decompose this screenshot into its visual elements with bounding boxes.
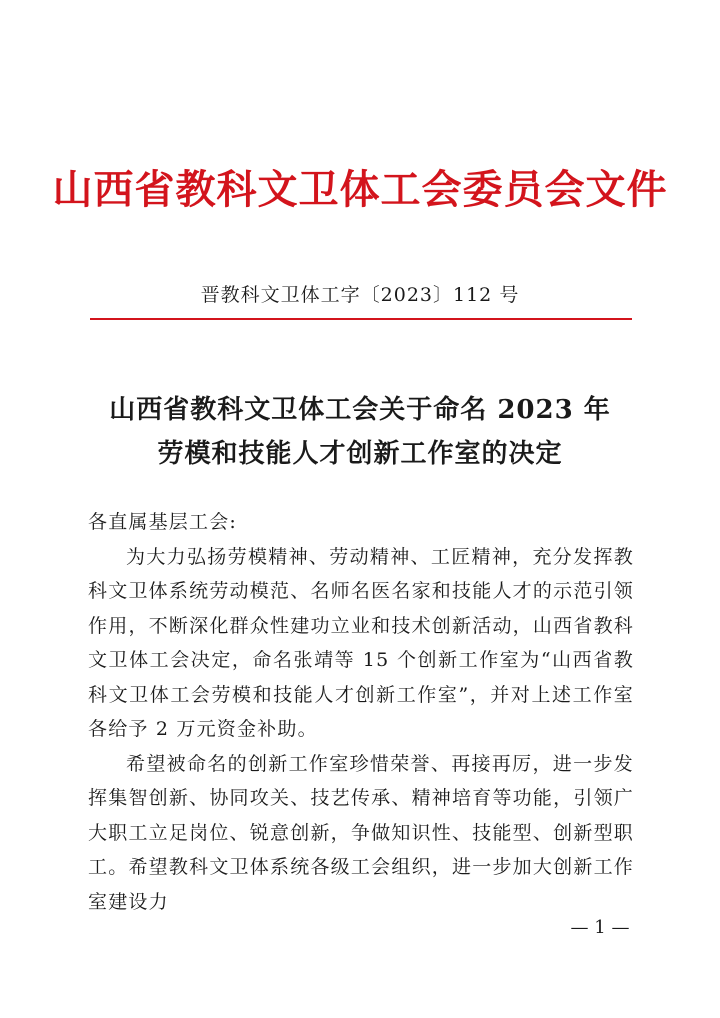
title-line-2: 劳模和技能人才创新工作室的决定 bbox=[157, 439, 563, 469]
masthead-title: 山西省教科文卫体工会委员会文件 bbox=[52, 166, 668, 213]
document-number: 晋教科文卫体工字〔2023〕112 号 bbox=[200, 284, 520, 306]
document-title bbox=[0, 388, 720, 476]
title-line-1: 山西省教科文卫体工会关于命名 2023 年 bbox=[109, 395, 611, 425]
page-number: — 1 — bbox=[570, 917, 630, 938]
document-body bbox=[88, 505, 634, 919]
red-divider-rule bbox=[90, 318, 632, 320]
body-paragraph-1: 为大力弘扬劳模精神、劳动精神、工匠精神，充分发挥教科文卫体系统劳动模范、名师名医名家和技能人才的示范引领作用，不断深化群众性建功立业和技术创新活动，山西省教科文卫体工会决定，命名张靖等 15 个创新工作室为“山西省教科文卫体工会劳模和技能人才创新工作室”，并对上述工作室各给予 2 万元资金补助。 bbox=[88, 545, 634, 740]
body-paragraph-2: 希望被命名的创新工作室珍惜荣誉、再接再厉，进一步发挥集智创新、协同攻关、技艺传承、精神培育等功能，引领广大职工立足岗位、锐意创新，争做知识性、技能型、创新型职工。希望教科文卫体系统各级工会组织，进一步加大创新工作室建设力 bbox=[88, 752, 634, 913]
salutation: 各直属基层工会: bbox=[88, 511, 238, 533]
